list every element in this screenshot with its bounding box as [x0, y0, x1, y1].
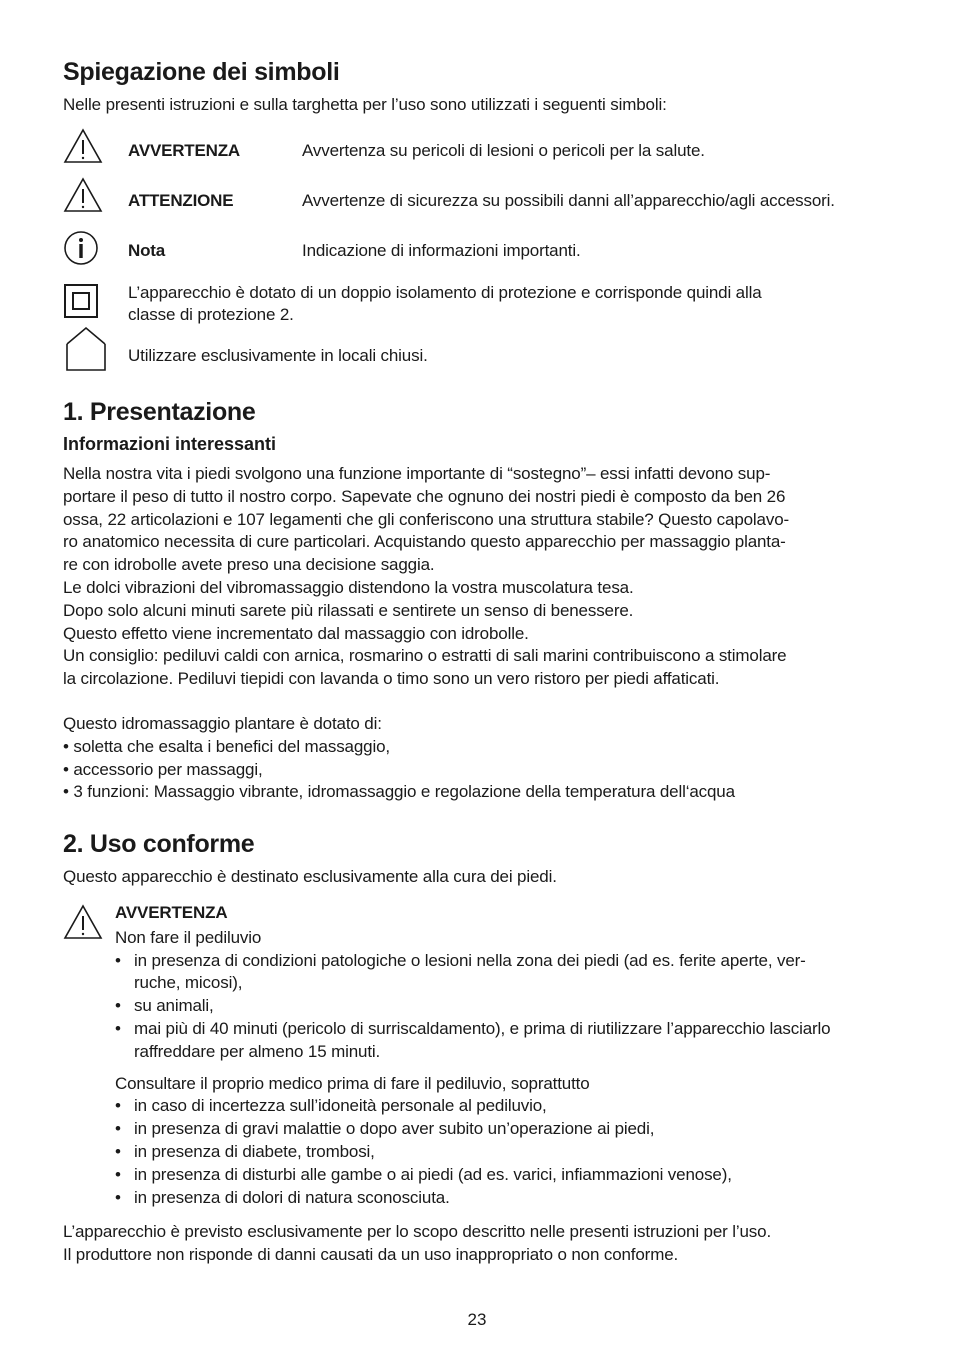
warning-triangle-icon — [63, 904, 103, 940]
closing-text — [63, 1221, 771, 1267]
body-line: Questo effetto viene incrementato dal massaggio con idrobolle. — [63, 623, 529, 643]
list-item — [115, 1018, 830, 1064]
consult-list — [115, 1095, 830, 1209]
symbol-label-avvertenza: AVVERTENZA — [128, 141, 240, 160]
warning-triangle-icon — [63, 128, 103, 164]
body-line: Dopo solo alcuni minuti sarete più rilassati e sentirete un senso di benessere. — [63, 600, 634, 620]
presentazione-body — [63, 463, 789, 691]
symbol-label-nota: Nota — [128, 241, 165, 260]
section-title-presentazione: 1. Presentazione — [63, 398, 256, 426]
body-line: Un consiglio: pediluvi caldi con arnica, rosmarino o estratti di sali marini contribuiscono a stimolare — [63, 646, 787, 666]
list-item-line: • mai più di 40 minuti (pericolo di surriscaldamento), e prima di riutilizzare l’apparecchio lasciarlo — [134, 1018, 831, 1038]
warning-title: AVVERTENZA — [115, 903, 228, 922]
symbol-label-attenzione: ATTENZIONE — [128, 191, 234, 210]
symbol-desc-attenzione: Avvertenze di sicurezza su possibili danni all’apparecchio/agli accessori. — [302, 191, 835, 210]
symbol-desc-nota: Indicazione di informazioni importanti. — [302, 241, 581, 260]
body-line: re con idrobolle avete preso una decisione saggia. — [63, 555, 435, 575]
section-title-symbols: Spiegazione dei simboli — [63, 58, 340, 86]
info-icon — [63, 230, 99, 266]
section-title-uso-conforme: 2. Uso conforme — [63, 830, 255, 858]
feature-item: • soletta che esalta i benefici del massaggio, — [63, 736, 390, 756]
indoor-use-house-icon — [63, 326, 109, 372]
body-line: Nella nostra vita i piedi svolgono una funzione importante di “sostegno”– essi infatti devono sup- — [63, 464, 771, 483]
body-line: Le dolci vibrazioni del vibromassaggio distendono la vostra muscolatura tesa. — [63, 577, 634, 597]
protection-class-line: classe di protezione 2. — [128, 305, 294, 324]
warning-block — [115, 902, 830, 1209]
feature-item: • 3 funzioni: Massaggio vibrante, idromassaggio e regolazione della temperatura dell‘acqua — [63, 782, 735, 802]
list-item-line: • in presenza di condizioni patologiche o lesioni nella zona dei piedi (ad es. ferite aperte, ver- — [134, 950, 806, 970]
list-item: • in presenza di diabete, trombosi, — [115, 1141, 830, 1164]
indoor-use-text: Utilizzare esclusivamente in locali chiusi. — [128, 346, 428, 365]
features-intro: Questo idromassaggio plantare è dotato di: — [63, 714, 382, 733]
list-item — [115, 995, 830, 1018]
list-item-line: raffreddare per almeno 15 minuti. — [134, 1041, 381, 1061]
body-line: ro anatomico necessita di cure particolari. Acquistando questo apparecchio per massaggio planta- — [63, 532, 786, 552]
symbol-desc-avvertenza: Avvertenza su pericoli di lesioni o pericoli per la salute. — [302, 141, 705, 160]
protection-class-text — [128, 282, 762, 326]
list-item-line: ruche, micosi), — [134, 973, 243, 993]
feature-item: • accessorio per massaggi, — [63, 759, 263, 779]
list-item: • in presenza di dolori di natura sconosciuta. — [115, 1187, 830, 1210]
protection-class-line: L’apparecchio è dotato di un doppio isolamento di protezione e corrisponde quindi alla — [128, 283, 762, 302]
closing-line: L’apparecchio è previsto esclusivamente per lo scopo descritto nelle presenti istruzioni per l’uso. — [63, 1222, 772, 1241]
features-block — [63, 713, 735, 804]
list-item — [115, 950, 830, 996]
symbols-intro: Nelle presenti istruzioni e sulla targhetta per l’uso sono utilizzati i seguenti simboli: — [63, 95, 667, 114]
page-number: 23 — [467, 1310, 487, 1329]
body-line: ossa, 22 articolazioni e 107 legamenti che gli conferiscono una struttura stabile? Questo capolavo- — [63, 509, 790, 529]
closing-line: Il produttore non risponde di danni causati da un uso inappropriato o non conforme. — [63, 1244, 679, 1264]
list-item: • in presenza di gravi malattie o dopo aver subito un’operazione ai piedi, — [115, 1118, 830, 1141]
warning-list — [115, 950, 830, 1064]
list-item: • in presenza di disturbi alle gambe o ai piedi (ad es. varici, infiammazioni venose), — [115, 1164, 830, 1187]
body-line: la circolazione. Pediluvi tiepidi con lavanda o timo sono un vero ristoro per piedi affaticati. — [63, 669, 720, 689]
list-item: • in caso di incertezza sull’idoneità personale al pediluvio, — [115, 1095, 830, 1118]
consult-lead: Consultare il proprio medico prima di fare il pediluvio, soprattutto — [115, 1073, 590, 1093]
subsection-title-informazioni: Informazioni interessanti — [63, 434, 277, 454]
list-item-line: • su animali, — [134, 996, 214, 1016]
warning-lead: Non fare il pediluvio — [115, 927, 262, 947]
warning-triangle-icon — [63, 177, 103, 213]
double-insulation-icon — [63, 283, 99, 319]
uso-intro: Questo apparecchio è destinato esclusivamente alla cura dei piedi. — [63, 867, 557, 886]
body-line: portare il peso di tutto il nostro corpo. Sapevate che ognuno dei nostri piedi è composto da ben 26 — [63, 486, 786, 506]
